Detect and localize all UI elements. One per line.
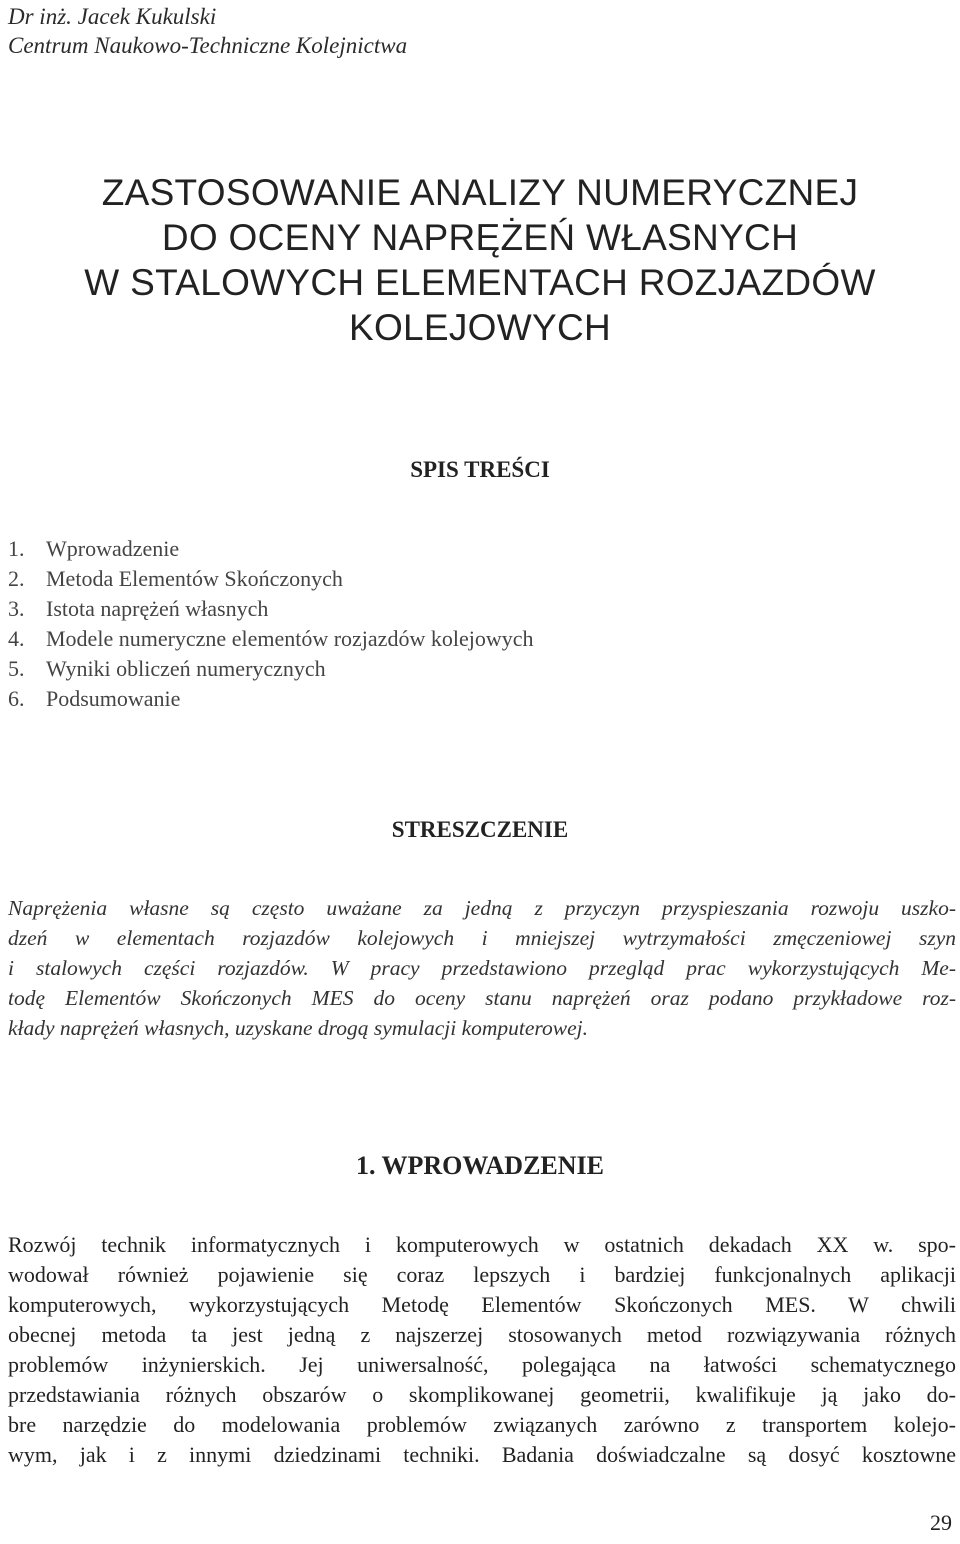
author-affiliation: Centrum Naukowo-Techniczne Kolejnictwa (8, 33, 408, 58)
author-name: Dr inż. Jacek Kukulski (8, 4, 217, 29)
paper-title (0, 170, 960, 350)
body-line: bre narzędzie do modelowania problemów związanych zarówno z transportem kolejo- (8, 1412, 956, 1437)
toc-item-number: 2. (8, 566, 25, 591)
body-line: problemów inżynierskich. Jej uniwersalność, polegająca na łatwości schematycznego (8, 1352, 956, 1377)
abstract-line: kłady naprężeń własnych, uzyskane drogą symulacji komputerowej. (8, 1016, 588, 1040)
toc-item (8, 594, 533, 624)
author-block (8, 2, 407, 60)
toc-item-label: Wprowadzenie (46, 536, 180, 561)
abstract-line: todę Elementów Skończonych MES do oceny stanu naprężeń oraz podano przykładowe roz- (8, 986, 956, 1010)
toc-heading: SPIS TREŚCI (410, 457, 550, 482)
title-line: DO OCENY NAPRĘŻEŃ WŁASNYCH (161, 217, 799, 258)
abstract-text (8, 893, 956, 1043)
body-line: przedstawiania różnych obszarów o skomplikowanej geometrii, kwalifikuje ją jako do- (8, 1382, 956, 1407)
section-heading: 1. WPROWADZENIE (355, 1151, 604, 1180)
abstract-heading: STRESZCZENIE (391, 817, 569, 842)
abstract-line: Naprężenia własne są często uważane za jedną z przyczyn przyspieszania rozwoju uszko- (8, 896, 956, 920)
title-line: KOLEJOWYCH (348, 307, 612, 348)
body-line: wodował również pojawienie się coraz lepszych i bardziej funkcjonalnych aplikacji (8, 1262, 956, 1287)
toc-item-number: 1. (8, 536, 25, 561)
toc-item (8, 624, 533, 654)
body-line: Rozwój technik informatycznych i komputerowych w ostatnich dekadach XX w. spo- (8, 1232, 956, 1257)
toc-item-label: Podsumowanie (46, 686, 181, 711)
body-line: obecnej metoda ta jest jedną z najszerzej stosowanych metod rozwiązywania różnych (8, 1322, 956, 1347)
abstract-line: i stalowych części rozjazdów. W pracy przedstawiono przegląd prac wykorzystujących Me- (8, 956, 956, 980)
toc-item-label: Modele numeryczne elementów rozjazdów kolejowych (46, 626, 534, 651)
title-line: ZASTOSOWANIE ANALIZY NUMERYCZNEJ (101, 172, 859, 213)
toc-item (8, 654, 533, 684)
section-body (8, 1230, 956, 1470)
title-line: W STALOWYCH ELEMENTACH ROZJAZDÓW (84, 262, 876, 303)
body-line: wym, jak i z innymi dziedzinami techniki. Badania doświadczalne są dosyć kosztowne (8, 1442, 956, 1467)
toc-item-number: 5. (8, 656, 25, 681)
table-of-contents (8, 534, 533, 714)
toc-item-label: Metoda Elementów Skończonych (46, 566, 343, 591)
toc-item-label: Istota naprężeń własnych (46, 596, 269, 621)
page-number: 29 (930, 1510, 952, 1535)
abstract-line: dzeń w elementach rozjazdów kolejowych i mniejszej wytrzymałości zmęczeniowej szyn (8, 926, 956, 950)
toc-item (8, 564, 533, 594)
toc-item-number: 4. (8, 626, 25, 651)
toc-item (8, 684, 533, 714)
body-line: komputerowych, wykorzystujących Metodę Elementów Skończonych MES. W chwili (8, 1292, 956, 1317)
toc-item (8, 534, 533, 564)
toc-item-number: 6. (8, 686, 25, 711)
toc-item-number: 3. (8, 596, 25, 621)
toc-item-label: Wyniki obliczeń numerycznych (46, 656, 326, 681)
